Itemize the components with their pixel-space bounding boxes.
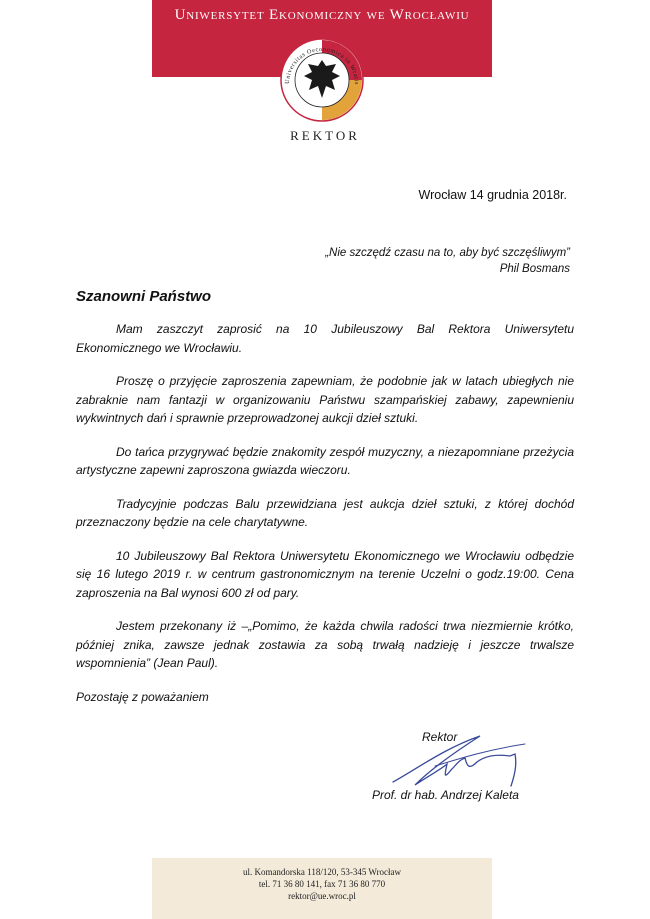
footer-address: ul. Komandorska 118/120, 53-345 Wrocław bbox=[242, 867, 402, 877]
paragraph-acceptance: Proszę o przyjęcie zaproszenia zapewniam, że podobnie jak w latach ubiegłych nie zabraknie nam fantazji w organizowaniu Państwu szampańskiej zabawy, zapewnieniu wykwintnych dań i sprawnie przeprowadzonej aukcji dzieł sztuki. bbox=[76, 374, 574, 425]
letterhead-footer bbox=[152, 858, 492, 919]
university-seal-icon bbox=[280, 38, 364, 122]
signatory-name: Prof. dr hab. Andrzej Kaleta bbox=[372, 788, 519, 802]
salutation: Szanowni Państwo bbox=[76, 288, 212, 305]
paragraph-event-details: 10 Jubileuszowy Bal Rektora Uniwersytetu Ekonomicznego we Wrocławiu odbędzie się 16 lutego 2019 r. w centrum gastronomicznym na terenie Uczelni o godz.19:00. Cena zaproszenia na Bal wynosi 600 zł od pary. bbox=[76, 548, 574, 600]
footer-email: rektor@ue.wroc.pl bbox=[288, 891, 356, 901]
paragraph-music: Do tańca przygrywać będzie znakomity zespół muzyczny, a niezapomniane przeżycia artystyczne zapewni zaproszona gwiazda wieczoru. bbox=[76, 444, 574, 477]
paragraph-quote: Jestem przekonany iż –„Pomimo, że każda chwila radości trwa niezmiernie krótko, później znika, zawsze jednak zostawia za sobą trwałą nadzieję i jeszcze trwalsze wspomnienia” (Jean Paul). bbox=[76, 619, 574, 670]
footer-phone: tel. 71 36 80 141, fax 71 36 80 770 bbox=[258, 879, 386, 889]
university-name: Uniwersytet Ekonomiczny we Wrocławiu bbox=[174, 7, 470, 23]
motto-quote: „Nie szczędź czasu na to, aby być szczęśliwym” bbox=[325, 247, 570, 259]
paragraph-invitation: Mam zaszczyt zaprosić na 10 Jubileuszowy Bal Rektora Uniwersytetu Ekonomicznego we Wrocławiu. bbox=[76, 322, 574, 355]
signatory-title: Rektor bbox=[422, 730, 458, 744]
signature-icon bbox=[385, 730, 535, 792]
motto-author: Phil Bosmans bbox=[499, 263, 570, 275]
rector-heading: REKTOR bbox=[290, 128, 360, 143]
motto bbox=[325, 245, 570, 277]
letter-date: Wrocław 14 grudnia 2018r. bbox=[418, 188, 567, 202]
paragraph-auction: Tradycyjnie podczas Balu przewidziana jest aukcja dzieł sztuki, z której dochód przeznaczony będzie na cele charytatywne. bbox=[76, 496, 574, 529]
seal-text: Universitas Oeconomica in Wratis bbox=[283, 45, 361, 86]
letter-body bbox=[76, 320, 574, 721]
closing-phrase: Pozostaję z poważaniem bbox=[76, 689, 209, 704]
